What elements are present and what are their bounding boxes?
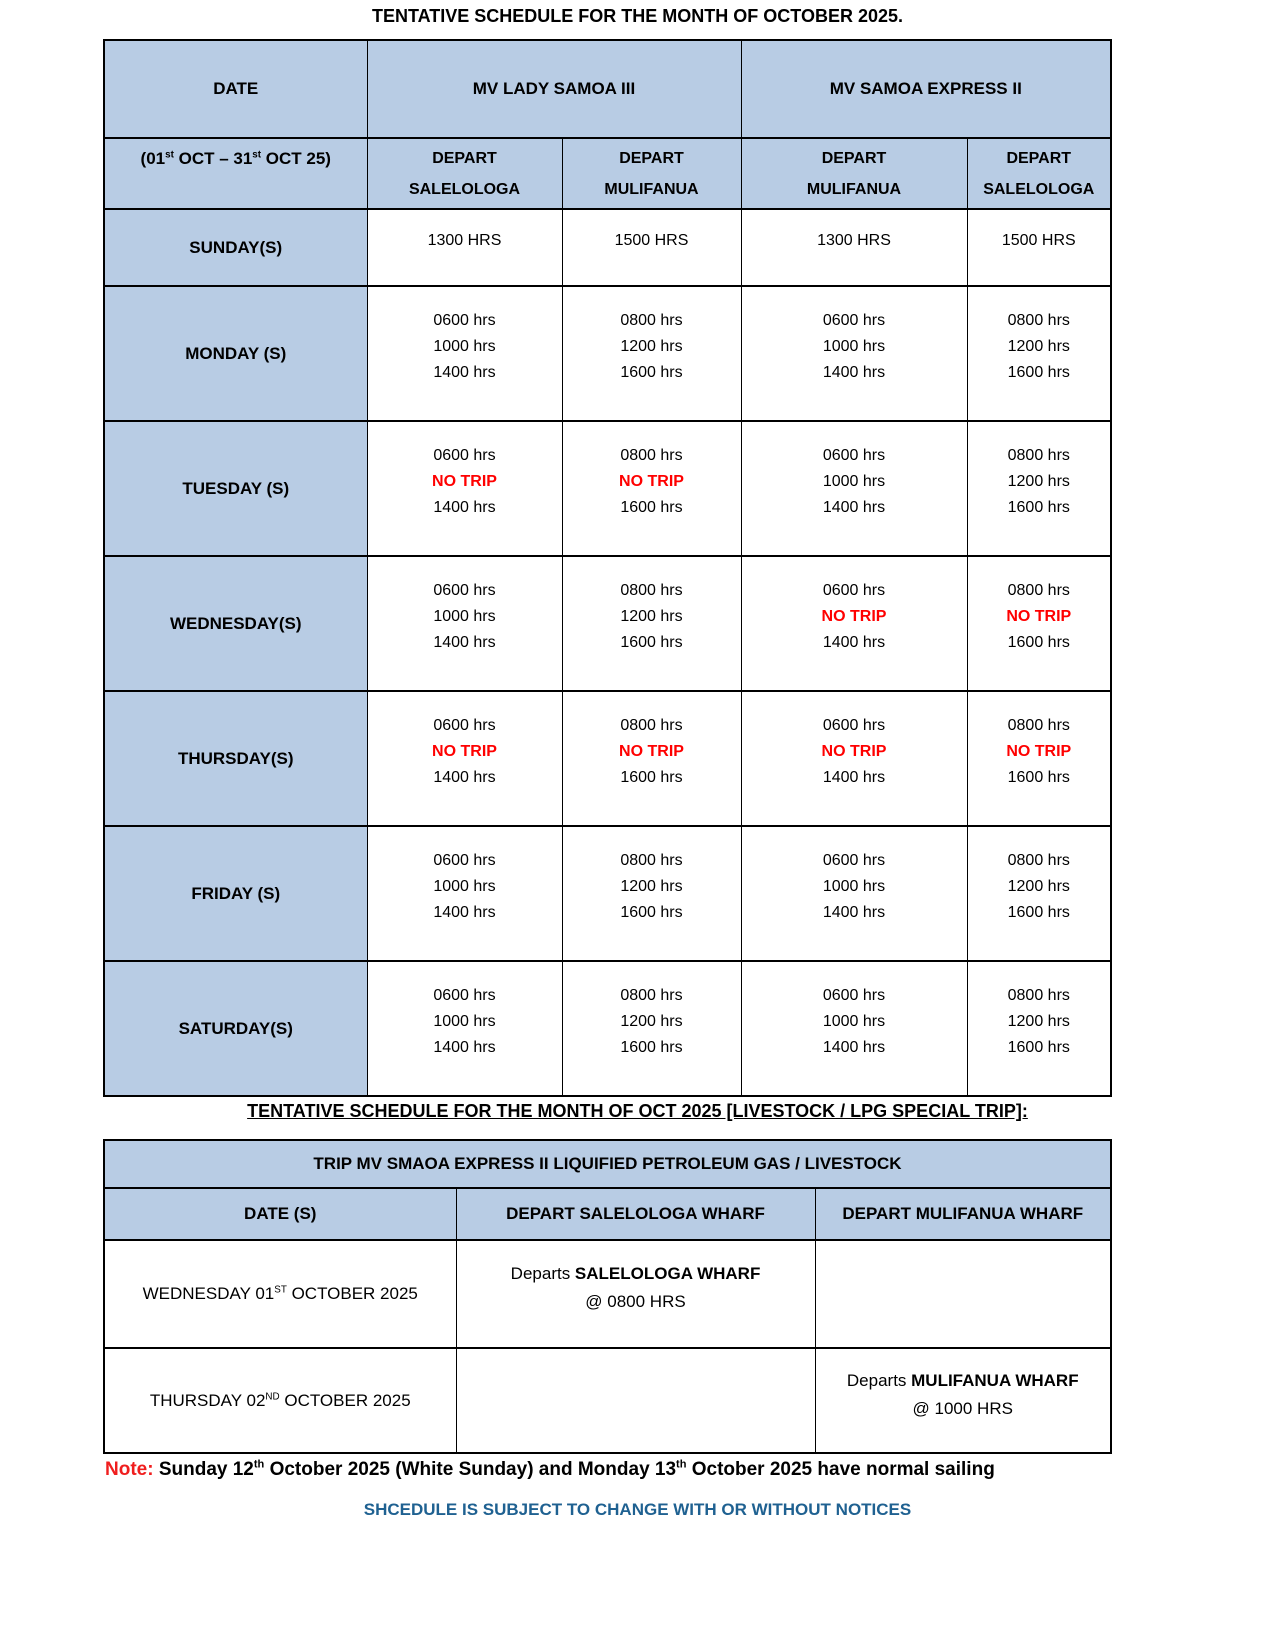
departure-times-cell xyxy=(562,286,741,421)
special-date-text: OCTOBER 2025 xyxy=(279,1390,411,1410)
schedule-row xyxy=(104,209,1111,286)
ordinal-suffix: th xyxy=(676,1458,687,1471)
special-date-text: THURSDAY 02 xyxy=(149,1390,266,1410)
no-trip-label: NO TRIP xyxy=(619,472,684,490)
departure-time: 1200 hrs xyxy=(620,607,683,625)
departs-label: Departs xyxy=(510,1264,575,1283)
schedule-row xyxy=(104,691,1111,826)
departure-time: 1500 HRS xyxy=(614,231,689,249)
depart-mulifanua-header xyxy=(562,138,741,209)
wharf-label: SALELOLOGA xyxy=(983,180,1095,198)
departure-time: 0600 hrs xyxy=(822,581,886,599)
departure-time: 1000 hrs xyxy=(433,607,496,625)
main-table-body xyxy=(104,209,1111,1096)
departure-time: 1400 hrs xyxy=(822,363,886,381)
special-row-thursday xyxy=(104,1348,1111,1453)
departure-times-cell xyxy=(367,826,562,961)
depart-mulifanua-header xyxy=(741,138,967,209)
departure-time: 1200 hrs xyxy=(1007,1012,1070,1030)
departure-time: 1400 hrs xyxy=(822,498,886,516)
departure-time: 0800 hrs xyxy=(620,311,683,329)
schedule-row xyxy=(104,421,1111,556)
departure-time: 0600 hrs xyxy=(433,581,496,599)
departure-times-cell xyxy=(741,209,967,286)
date-range-text: OCT 25) xyxy=(261,149,331,168)
departure-time: 1400 hrs xyxy=(433,1038,496,1056)
departure-time: 0600 hrs xyxy=(822,851,886,869)
departure-time: 1000 hrs xyxy=(433,877,496,895)
departure-time: 1600 hrs xyxy=(620,903,683,921)
departure-time: 1400 hrs xyxy=(433,498,496,516)
departure-time: 0800 hrs xyxy=(1007,311,1070,329)
no-trip-label: NO TRIP xyxy=(619,742,684,760)
special-date-text: WEDNESDAY 01 xyxy=(142,1284,275,1303)
special-row-wednesday xyxy=(104,1240,1111,1348)
departure-time: 0800 hrs xyxy=(1007,446,1070,464)
departure-time: 1000 hrs xyxy=(822,472,886,490)
day-label: MONDAY (S) xyxy=(104,286,367,421)
depart-label: DEPART xyxy=(1006,149,1072,167)
departure-time: 1600 hrs xyxy=(620,768,683,786)
no-trip-label: NO TRIP xyxy=(821,607,887,625)
day-label: SATURDAY(S) xyxy=(104,961,367,1096)
departure-time: 0800 hrs xyxy=(620,986,683,1004)
main-schedule-table xyxy=(103,39,1112,1097)
no-trip-label: NO TRIP xyxy=(432,742,497,760)
special-trip-title: TENTATIVE SCHEDULE FOR THE MONTH OF OCT 2025 [LIVESTOCK / LPG SPECIAL TRIP]: xyxy=(247,1101,1028,1121)
departure-time: 1400 hrs xyxy=(822,633,886,651)
departure-time: 1000 hrs xyxy=(433,1012,496,1030)
departure-time: 1400 hrs xyxy=(433,768,496,786)
note-text: October 2025 have normal sailing xyxy=(686,1459,995,1480)
departure-time: 1400 hrs xyxy=(822,768,886,786)
special-date-cell xyxy=(104,1348,456,1453)
departure-times-cell xyxy=(741,691,967,826)
depart-label: DEPART xyxy=(432,149,497,167)
departure-time: 1400 hrs xyxy=(433,633,496,651)
departure-times-cell xyxy=(741,286,967,421)
departure-times-cell xyxy=(967,961,1111,1096)
empty-cell xyxy=(815,1240,1111,1348)
main-table-header xyxy=(104,40,1111,209)
day-label: TUESDAY (S) xyxy=(104,421,367,556)
departure-times-cell xyxy=(562,421,741,556)
wharf-name: SALELOLOGA WHARF xyxy=(574,1264,761,1283)
depart-label: DEPART xyxy=(821,149,887,167)
ordinal-suffix: st xyxy=(165,149,174,161)
departure-times-cell xyxy=(367,286,562,421)
note-label: Note: xyxy=(105,1459,154,1480)
departure-time: 0800 hrs xyxy=(1007,581,1070,599)
departure-times-cell xyxy=(967,421,1111,556)
note-line xyxy=(105,1459,1205,1481)
departure-time: 1200 hrs xyxy=(1007,472,1070,490)
departure-time: 1600 hrs xyxy=(1007,768,1070,786)
departure-time: 0600 hrs xyxy=(433,311,496,329)
page-title: TENTATIVE SCHEDULE FOR THE MONTH OF OCTOBER 2025. xyxy=(371,6,904,26)
departure-time: 1000 hrs xyxy=(822,877,886,895)
empty-cell xyxy=(456,1348,815,1453)
departure-time: 1600 hrs xyxy=(1007,363,1070,381)
departure-time: 1600 hrs xyxy=(1007,633,1070,651)
date-range-text: (01 xyxy=(140,149,166,168)
departure-times-cell xyxy=(741,556,967,691)
departure-time: 1000 hrs xyxy=(433,337,496,355)
ordinal-suffix: ND xyxy=(265,1390,280,1402)
departure-time: 1200 hrs xyxy=(1007,337,1070,355)
departure-time: 1200 hrs xyxy=(620,877,683,895)
day-label: THURSDAY(S) xyxy=(104,691,367,826)
departure-line xyxy=(457,1260,815,1288)
departure-time: 0800 hrs xyxy=(1007,986,1070,1004)
ship-name-lady-samoa: MV LADY SAMOA III xyxy=(367,40,741,138)
departure-time: 0600 hrs xyxy=(822,986,886,1004)
departure-times-cell xyxy=(367,209,562,286)
departure-time: 0800 hrs xyxy=(620,716,683,734)
departure-times-cell xyxy=(562,826,741,961)
departure-time: 1200 hrs xyxy=(1007,877,1070,895)
departure-line xyxy=(816,1367,1111,1395)
departure-time: 1600 hrs xyxy=(620,363,683,381)
depart-salelologa-wharf-header: DEPART SALELOLOGA WHARF xyxy=(456,1188,815,1240)
ordinal-suffix: ST xyxy=(274,1284,287,1296)
day-label: WEDNESDAY(S) xyxy=(104,556,367,691)
departure-times-cell xyxy=(967,556,1111,691)
note-text: Sunday 12 xyxy=(153,1459,254,1480)
departure-time: 1200 hrs xyxy=(620,1012,683,1030)
departure-time: 0800 hrs xyxy=(1007,851,1070,869)
departure-time: 1400 hrs xyxy=(433,363,496,381)
departure-times-cell xyxy=(741,421,967,556)
depart-mulifanua-wharf-header: DEPART MULIFANUA WHARF xyxy=(815,1188,1111,1240)
note-text: October 2025 (White Sunday) and Monday 13 xyxy=(264,1459,677,1480)
schedule-row xyxy=(104,556,1111,691)
wharf-label: MULIFANUA xyxy=(604,180,699,198)
departure-time: 0800 hrs xyxy=(620,581,683,599)
date-column-header: DATE xyxy=(104,40,367,138)
departure-times-cell xyxy=(562,556,741,691)
departs-label: Departs xyxy=(846,1370,912,1390)
schedule-row xyxy=(104,961,1111,1096)
departure-time: 1200 hrs xyxy=(620,337,683,355)
special-table-title-row xyxy=(104,1140,1111,1188)
departure-time: 1400 hrs xyxy=(822,903,886,921)
schedule-change-notice: SHCEDULE IS SUBJECT TO CHANGE WITH OR WITHOUT NOTICES xyxy=(363,1500,912,1519)
special-date-cell xyxy=(104,1240,456,1348)
departure-times-cell xyxy=(967,691,1111,826)
departure-time: 0600 hrs xyxy=(433,716,496,734)
departure-times-cell xyxy=(967,286,1111,421)
no-trip-label: NO TRIP xyxy=(432,472,497,490)
departure-times-cell xyxy=(367,556,562,691)
date-column-header: DATE (S) xyxy=(104,1188,456,1240)
depart-salelologa-header xyxy=(367,138,562,209)
wharf-label: MULIFANUA xyxy=(806,180,902,198)
ship-name-samoa-express: MV SAMOA EXPRESS II xyxy=(741,40,1111,138)
departure-time: 1600 hrs xyxy=(620,498,683,516)
departure-time: 0600 hrs xyxy=(433,986,496,1004)
departure-times-cell xyxy=(367,421,562,556)
departure-time: 1600 hrs xyxy=(1007,1038,1070,1056)
departure-time: 0600 hrs xyxy=(822,446,886,464)
departure-time: @ 1000 HRS xyxy=(912,1398,1013,1418)
special-table-title: TRIP MV SMAOA EXPRESS II LIQUIFIED PETROLEUM GAS / LIVESTOCK xyxy=(104,1140,1111,1188)
departure-info-cell xyxy=(815,1348,1111,1453)
special-table-header-row xyxy=(104,1188,1111,1240)
departure-times-cell xyxy=(562,691,741,826)
departure-times-cell xyxy=(967,826,1111,961)
departure-time: 0800 hrs xyxy=(620,446,683,464)
departure-time: 1600 hrs xyxy=(1007,498,1070,516)
departure-time: 1500 HRS xyxy=(1001,231,1076,249)
day-label: SUNDAY(S) xyxy=(104,209,367,286)
departure-time: 1000 hrs xyxy=(822,1012,886,1030)
departure-time: @ 0800 HRS xyxy=(585,1292,686,1311)
ship-header-row xyxy=(104,40,1111,138)
departure-times-cell xyxy=(367,961,562,1096)
departure-times-cell xyxy=(562,209,741,286)
date-range-text: OCT – 31 xyxy=(173,149,253,168)
ordinal-suffix: th xyxy=(253,1458,265,1471)
no-trip-label: NO TRIP xyxy=(821,742,887,760)
departure-times-cell xyxy=(562,961,741,1096)
departure-time: 0800 hrs xyxy=(1007,716,1070,734)
schedule-row xyxy=(104,286,1111,421)
departure-time: 0600 hrs xyxy=(822,311,886,329)
wharf-label: SALELOLOGA xyxy=(408,180,521,198)
depart-header-row xyxy=(104,138,1111,209)
departure-time: 1000 hrs xyxy=(822,337,886,355)
no-trip-label: NO TRIP xyxy=(1006,607,1072,625)
departure-time: 1300 HRS xyxy=(817,231,891,249)
depart-salelologa-header xyxy=(967,138,1111,209)
date-range-cell xyxy=(104,138,367,209)
departure-time: 1400 hrs xyxy=(822,1038,886,1056)
departure-times-cell xyxy=(367,691,562,826)
departure-times-cell xyxy=(741,826,967,961)
departure-time: 1300 HRS xyxy=(427,231,502,249)
departure-time: 1600 hrs xyxy=(620,1038,683,1056)
departure-times-cell xyxy=(741,961,967,1096)
day-label: FRIDAY (S) xyxy=(104,826,367,961)
wharf-name: MULIFANUA WHARF xyxy=(911,1370,1079,1390)
depart-label: DEPART xyxy=(619,149,684,167)
departure-time: 1600 hrs xyxy=(1007,903,1070,921)
departure-time: 0800 hrs xyxy=(620,851,683,869)
departure-info-cell xyxy=(456,1240,815,1348)
departure-times-cell xyxy=(967,209,1111,286)
departure-time: 0600 hrs xyxy=(433,851,496,869)
departure-time: 1400 hrs xyxy=(433,903,496,921)
departure-time: 0600 hrs xyxy=(822,716,886,734)
ordinal-suffix: st xyxy=(252,149,262,161)
departure-time: 0600 hrs xyxy=(433,446,496,464)
no-trip-label: NO TRIP xyxy=(1006,742,1072,760)
special-date-text: OCTOBER 2025 xyxy=(286,1284,418,1303)
departure-time: 1600 hrs xyxy=(620,633,683,651)
special-schedule-table xyxy=(103,1139,1112,1454)
schedule-row xyxy=(104,826,1111,961)
